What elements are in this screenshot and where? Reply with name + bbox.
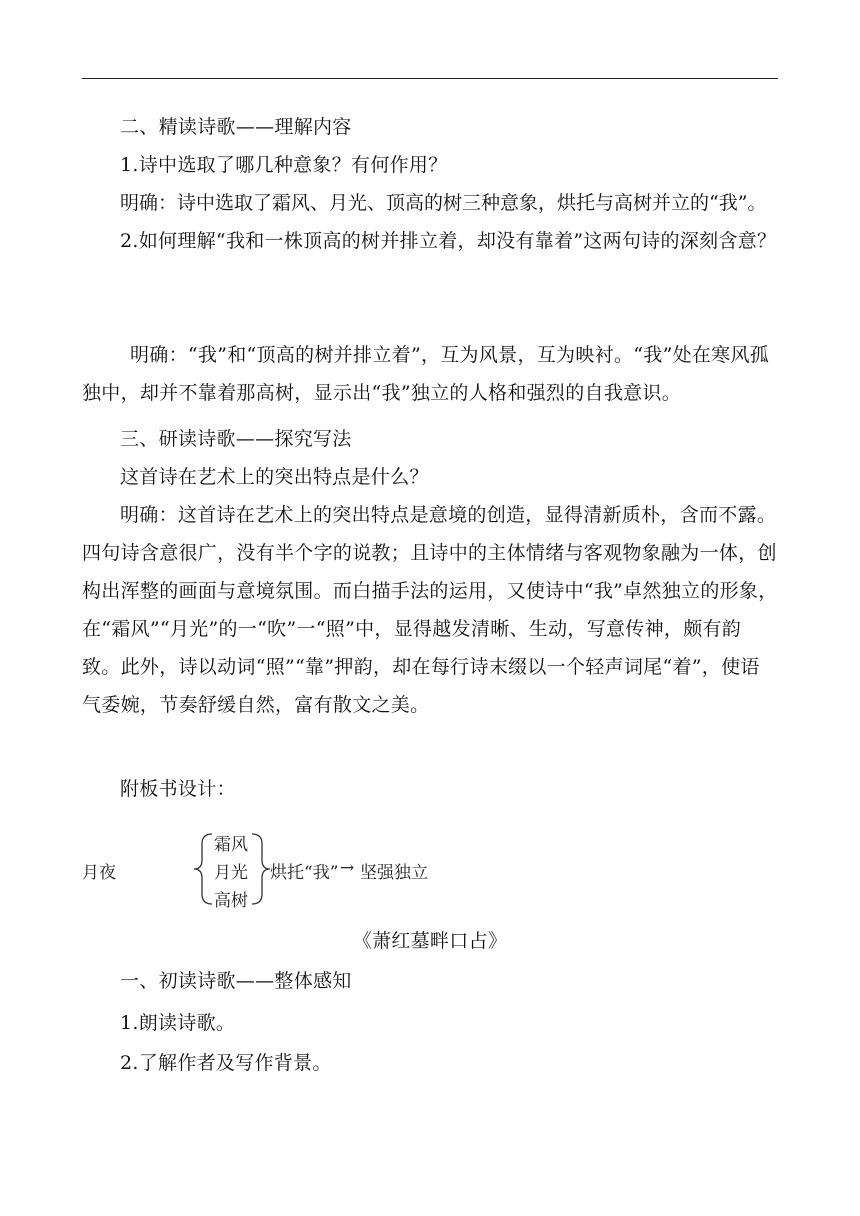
right-brace-icon — [252, 834, 270, 904]
next-poem-title: 《萧红墓畔口占》 — [352, 930, 508, 952]
section-1-item-2: 2.了解作者及写作背景。 — [120, 1052, 332, 1074]
section-3-heading: 三、研读诗歌——探究写法 — [120, 428, 352, 450]
board-conclusion: 坚强独立 — [360, 863, 428, 883]
question-2: 2.如何理解“我和一株顶高的树并排立着，却没有靠着”这两句诗的深刻含意？ — [120, 230, 777, 252]
left-brace-icon — [194, 834, 212, 904]
board-item-frost-wind: 霜风 — [214, 835, 248, 855]
board-result: 烘托“我” — [270, 863, 339, 883]
section-2-heading: 二、精读诗歌——理解内容 — [120, 116, 352, 138]
question-1: 1.诗中选取了哪几种意象？有何作用？ — [120, 154, 448, 176]
board-design-label: 附板书设计： — [120, 778, 236, 800]
section-1-heading: 一、初读诗歌——整体感知 — [120, 970, 352, 992]
answer-2: 明确：“我”和“顶高的树并排立着”，互为风景，互为映衬。“我”处在寒风孤独中，却并不靠着那高树，显示出“我”独立的人格和强烈的自我意识。 — [82, 344, 770, 404]
answer-3: 明确：这首诗在艺术上的突出特点是意境的创造，显得清新质朴，含而不露。四句诗含意很广，没有半个字的说教；且诗中的主体情绪与客观物象融为一体，创构出浑整的画面与意境氛围。而白描手法的运用，又使诗中“我”卓然独立的形象，在“霜风”“月光”的一“吹”一“照”中，显得越发清晰、生动，写意传神，颇有韵致。此外，诗以动词“照”“靠”押韵，却在每行诗末缀以一个轻声词尾“着”，使语气委婉，节奏舒缓自然，富有散文之美。 — [82, 504, 778, 716]
board-item-tall-tree: 高树 — [214, 891, 248, 911]
header-rule — [82, 78, 778, 79]
answer-1: 明确：诗中选取了霜风、月光、顶高的树三种意象，烘托与高树并立的“我”。 — [120, 192, 767, 214]
section-1-item-1: 1.朗读诗歌。 — [120, 1012, 236, 1034]
board-item-moonlight: 月光 — [214, 863, 248, 883]
board-root: 月夜 — [82, 863, 116, 883]
question-3: 这首诗在艺术上的突出特点是什么？ — [120, 466, 429, 488]
board-design-diagram — [82, 828, 428, 911]
arrow-icon: → — [340, 858, 355, 878]
